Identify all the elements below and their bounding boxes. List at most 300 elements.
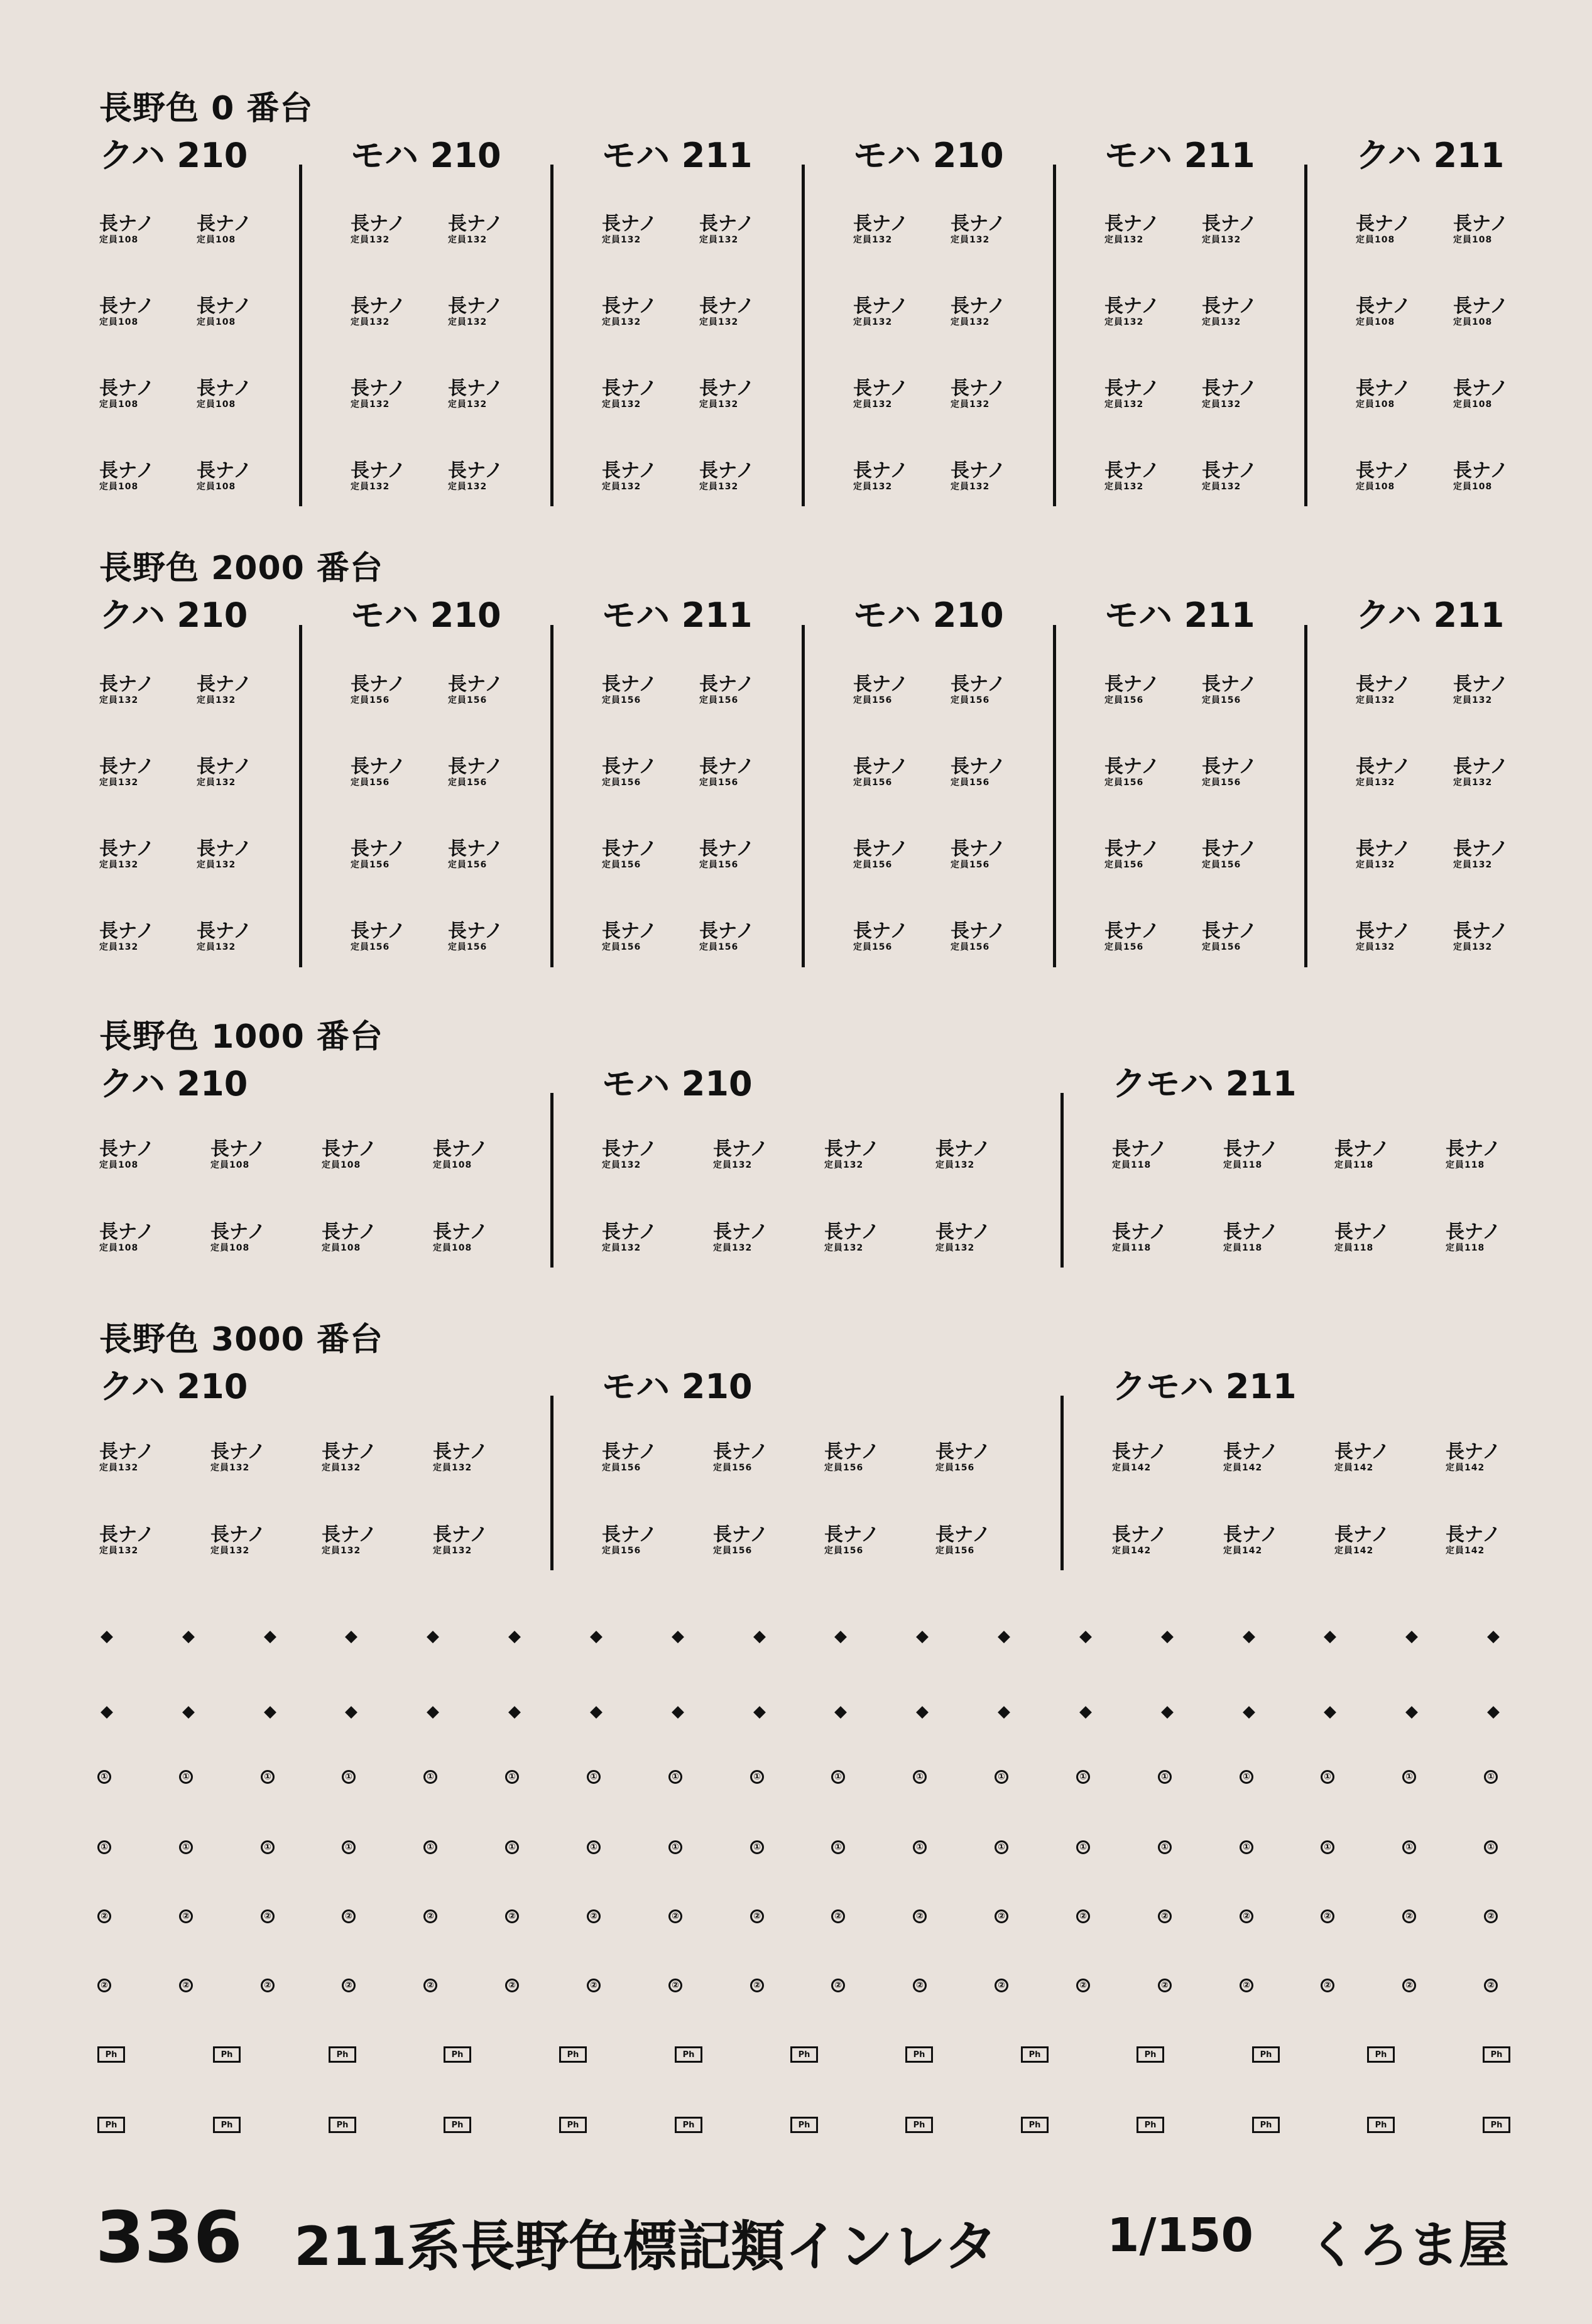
plate-depot-label: 長ナノ xyxy=(602,213,657,235)
plate-depot-label: 長ナノ xyxy=(951,460,1006,482)
plate-capacity-label: 定員132 xyxy=(1104,482,1144,492)
plate-capacity-label: 定員132 xyxy=(951,235,990,245)
ph-box-mark: Ph xyxy=(675,2117,702,2133)
ph-box-mark: Ph xyxy=(444,2117,471,2133)
capacity-plate-decal xyxy=(699,297,762,335)
plate-capacity-label: 定員132 xyxy=(951,482,990,492)
column-divider xyxy=(1060,1396,1064,1570)
capacity-plate-decal xyxy=(602,462,665,499)
plate-capacity-label: 定員132 xyxy=(699,399,739,410)
plate-depot-label: 長ナノ xyxy=(322,1138,377,1160)
capacity-plate-decal xyxy=(99,675,162,713)
plate-depot-label: 長ナノ xyxy=(448,838,503,860)
diamond-mark: ◆ xyxy=(345,1627,357,1646)
capacity-plate-decal xyxy=(853,840,916,877)
capacity-plate-decal xyxy=(197,675,259,713)
plate-capacity-label: 定員132 xyxy=(197,942,236,952)
capacity-plate-decal xyxy=(1202,215,1265,252)
plate-depot-label: 長ナノ xyxy=(99,213,155,235)
capacity-plate-decal xyxy=(351,379,413,417)
ph-box-mark: Ph xyxy=(905,2046,933,2063)
diamond-mark: ◆ xyxy=(998,1627,1010,1646)
plate-depot-label: 長ナノ xyxy=(713,1138,768,1160)
circled-number-mark: ② xyxy=(261,1979,275,1992)
circled-number-mark: ① xyxy=(913,1770,927,1784)
plate-capacity-label: 定員142 xyxy=(1223,1546,1263,1556)
plate-capacity-label: 定員108 xyxy=(1356,235,1395,245)
plate-capacity-label: 定員142 xyxy=(1223,1463,1263,1473)
capacity-plate-decal xyxy=(1446,1526,1508,1563)
plate-depot-label: 長ナノ xyxy=(351,213,406,235)
circled-number-mark: ① xyxy=(750,1840,764,1854)
column-divider xyxy=(1304,165,1307,506)
circled-number-mark: ② xyxy=(179,1909,193,1923)
plate-capacity-label: 定員156 xyxy=(853,860,893,870)
plate-depot-label: 長ナノ xyxy=(1104,756,1160,778)
capacity-plate-decal xyxy=(1453,922,1516,960)
car-title: クモハ 211 xyxy=(1112,1367,1297,1406)
plate-depot-label: 長ナノ xyxy=(99,756,155,778)
capacity-plate-decal xyxy=(433,1443,496,1480)
capacity-plate-decal xyxy=(1202,922,1265,960)
capacity-plate-decal xyxy=(602,1443,665,1480)
capacity-plate-decal xyxy=(210,1223,273,1261)
capacity-plate-decal xyxy=(935,1140,998,1178)
capacity-plate-decal xyxy=(448,215,511,252)
circled-number-mark: ② xyxy=(587,1979,601,1992)
plate-depot-label: 長ナノ xyxy=(1202,460,1257,482)
ph-box-mark: Ph xyxy=(1367,2046,1395,2063)
plate-depot-label: 長ナノ xyxy=(322,1221,377,1243)
capacity-plate-decal xyxy=(99,379,162,417)
circled-number-mark: ② xyxy=(261,1909,275,1923)
plate-capacity-label: 定員132 xyxy=(1356,778,1395,788)
plate-capacity-label: 定員156 xyxy=(935,1546,975,1556)
plate-capacity-label: 定員132 xyxy=(99,778,139,788)
car-title: モハ 210 xyxy=(351,595,501,635)
plate-capacity-label: 定員132 xyxy=(713,1160,753,1170)
plate-depot-label: 長ナノ xyxy=(1334,1524,1390,1546)
plate-capacity-label: 定員132 xyxy=(322,1546,361,1556)
plate-depot-label: 長ナノ xyxy=(197,838,252,860)
car-title: モハ 211 xyxy=(1104,595,1255,635)
diamond-mark: ◆ xyxy=(1487,1627,1500,1646)
circled-number-mark: ① xyxy=(505,1770,519,1784)
plate-depot-label: 長ナノ xyxy=(824,1524,880,1546)
plate-capacity-label: 定員132 xyxy=(99,1546,139,1556)
plate-depot-label: 長ナノ xyxy=(1453,838,1508,860)
plate-depot-label: 長ナノ xyxy=(951,295,1006,317)
plate-depot-label: 長ナノ xyxy=(1202,295,1257,317)
plate-capacity-label: 定員132 xyxy=(351,235,390,245)
plate-capacity-label: 定員142 xyxy=(1446,1463,1485,1473)
plate-capacity-label: 定員108 xyxy=(99,317,139,327)
capacity-plate-decal xyxy=(1223,1223,1286,1261)
capacity-plate-decal xyxy=(602,757,665,795)
capacity-plate-decal xyxy=(351,757,413,795)
car-title: モハ 211 xyxy=(602,136,753,175)
circled-number-mark: ② xyxy=(179,1979,193,1992)
capacity-plate-decal xyxy=(99,297,162,335)
plate-capacity-label: 定員132 xyxy=(1202,399,1241,410)
plate-depot-label: 長ナノ xyxy=(210,1138,266,1160)
plate-depot-label: 長ナノ xyxy=(1223,1441,1279,1463)
plate-capacity-label: 定員156 xyxy=(824,1546,864,1556)
capacity-plate-decal xyxy=(951,215,1013,252)
diamond-mark: ◆ xyxy=(345,1702,357,1721)
circled-number-mark: ② xyxy=(1076,1979,1090,1992)
circled-number-mark: ① xyxy=(750,1770,764,1784)
capacity-plate-decal xyxy=(935,1223,998,1261)
capacity-plate-decal xyxy=(853,462,916,499)
plate-capacity-label: 定員132 xyxy=(210,1463,250,1473)
capacity-plate-decal xyxy=(1356,462,1419,499)
circled-number-mark: ② xyxy=(423,1979,437,1992)
plate-capacity-label: 定員132 xyxy=(197,778,236,788)
plate-capacity-label: 定員132 xyxy=(448,235,488,245)
plate-depot-label: 長ナノ xyxy=(197,377,252,399)
plate-depot-label: 長ナノ xyxy=(1104,377,1160,399)
capacity-plate-decal xyxy=(1453,297,1516,335)
diamond-mark: ◆ xyxy=(1243,1627,1255,1646)
plate-capacity-label: 定員108 xyxy=(322,1160,361,1170)
circled-number-mark: ② xyxy=(750,1909,764,1923)
circled-number-mark: ② xyxy=(1076,1909,1090,1923)
diamond-mark: ◆ xyxy=(834,1702,847,1721)
plate-depot-label: 長ナノ xyxy=(1453,295,1508,317)
plate-depot-label: 長ナノ xyxy=(197,460,252,482)
ph-box-mark: Ph xyxy=(329,2117,356,2133)
circled-number-mark: ① xyxy=(1076,1840,1090,1854)
capacity-plate-decal xyxy=(210,1526,273,1563)
capacity-plate-decal xyxy=(853,922,916,960)
capacity-plate-decal xyxy=(713,1526,776,1563)
plate-capacity-label: 定員132 xyxy=(1104,235,1144,245)
capacity-plate-decal xyxy=(1334,1443,1397,1480)
circled-number-mark: ② xyxy=(1240,1909,1253,1923)
capacity-plate-decal xyxy=(1112,1223,1175,1261)
diamond-mark: ◆ xyxy=(427,1702,439,1721)
ph-box-mark: Ph xyxy=(213,2117,241,2133)
column-divider xyxy=(550,1396,553,1570)
circled-number-mark: ① xyxy=(97,1770,111,1784)
circled-number-mark: ① xyxy=(97,1840,111,1854)
capacity-plate-decal xyxy=(1223,1526,1286,1563)
diamond-mark: ◆ xyxy=(182,1702,195,1721)
capacity-plate-decal xyxy=(99,215,162,252)
plate-depot-label: 長ナノ xyxy=(99,673,155,695)
plate-capacity-label: 定員132 xyxy=(853,317,893,327)
capacity-plate-decal xyxy=(1356,215,1419,252)
capacity-plate-decal xyxy=(713,1140,776,1178)
plate-capacity-label: 定員156 xyxy=(448,778,488,788)
capacity-plate-decal xyxy=(699,379,762,417)
capacity-plate-decal xyxy=(602,840,665,877)
circled-number-mark: ② xyxy=(1321,1909,1334,1923)
capacity-plate-decal xyxy=(1453,462,1516,499)
capacity-plate-decal xyxy=(1453,757,1516,795)
circled-number-mark: ① xyxy=(668,1770,682,1784)
plate-depot-label: 長ナノ xyxy=(1453,213,1508,235)
plate-depot-label: 長ナノ xyxy=(433,1138,488,1160)
car-title: モハ 210 xyxy=(602,1367,753,1406)
capacity-plate-decal xyxy=(1453,215,1516,252)
plate-capacity-label: 定員132 xyxy=(99,860,139,870)
ph-box-mark: Ph xyxy=(1483,2046,1510,2063)
diamond-mark: ◆ xyxy=(1161,1627,1174,1646)
plate-capacity-label: 定員156 xyxy=(351,942,390,952)
capacity-plate-decal xyxy=(210,1443,273,1480)
diamond-mark: ◆ xyxy=(672,1627,684,1646)
plate-capacity-label: 定員108 xyxy=(197,317,236,327)
plate-capacity-label: 定員132 xyxy=(1202,235,1241,245)
plate-capacity-label: 定員108 xyxy=(433,1160,472,1170)
car-title: クモハ 211 xyxy=(1112,1064,1297,1104)
plate-depot-label: 長ナノ xyxy=(1104,295,1160,317)
plate-capacity-label: 定員132 xyxy=(951,399,990,410)
capacity-plate-decal xyxy=(1104,462,1167,499)
plate-capacity-label: 定員108 xyxy=(99,482,139,492)
circled-number-mark: ② xyxy=(1402,1979,1416,1992)
capacity-plate-decal xyxy=(1104,922,1167,960)
capacity-plate-decal xyxy=(1202,297,1265,335)
plate-depot-label: 長ナノ xyxy=(853,213,908,235)
capacity-plate-decal xyxy=(853,379,916,417)
capacity-plate-decal xyxy=(1356,297,1419,335)
plate-depot-label: 長ナノ xyxy=(99,460,155,482)
capacity-plate-decal xyxy=(602,1526,665,1563)
diamond-mark: ◆ xyxy=(264,1627,276,1646)
plate-capacity-label: 定員132 xyxy=(602,482,641,492)
capacity-plate-decal xyxy=(1112,1526,1175,1563)
car-title: クハ 210 xyxy=(99,136,248,175)
section-title: 長野色 2000 番台 xyxy=(99,550,383,587)
plate-capacity-label: 定員156 xyxy=(713,1463,753,1473)
plate-capacity-label: 定員132 xyxy=(351,399,390,410)
circled-number-mark: ② xyxy=(97,1909,111,1923)
circled-number-mark: ① xyxy=(342,1840,356,1854)
plate-depot-label: 長ナノ xyxy=(99,920,155,942)
plate-depot-label: 長ナノ xyxy=(433,1221,488,1243)
plate-capacity-label: 定員132 xyxy=(210,1546,250,1556)
plate-depot-label: 長ナノ xyxy=(99,377,155,399)
plate-depot-label: 長ナノ xyxy=(197,213,252,235)
capacity-plate-decal xyxy=(1334,1140,1397,1178)
capacity-plate-decal xyxy=(1356,922,1419,960)
capacity-plate-decal xyxy=(1202,840,1265,877)
capacity-plate-decal xyxy=(433,1223,496,1261)
circled-number-mark: ① xyxy=(995,1840,1008,1854)
circled-number-mark: ① xyxy=(995,1770,1008,1784)
ph-box-mark: Ph xyxy=(1252,2117,1280,2133)
plate-depot-label: 長ナノ xyxy=(197,673,252,695)
plate-capacity-label: 定員156 xyxy=(602,1463,641,1473)
plate-depot-label: 長ナノ xyxy=(824,1138,880,1160)
product-number: 336 xyxy=(95,2197,243,2279)
capacity-plate-decal xyxy=(99,1443,162,1480)
capacity-plate-decal xyxy=(951,379,1013,417)
plate-depot-label: 長ナノ xyxy=(935,1524,991,1546)
plate-depot-label: 長ナノ xyxy=(1112,1138,1167,1160)
capacity-plate-decal xyxy=(935,1443,998,1480)
circled-number-mark: ② xyxy=(1240,1979,1253,1992)
circled-number-mark: ① xyxy=(1076,1770,1090,1784)
plate-depot-label: 長ナノ xyxy=(351,756,406,778)
capacity-plate-decal xyxy=(99,1526,162,1563)
plate-depot-label: 長ナノ xyxy=(1453,756,1508,778)
circled-number-mark: ② xyxy=(1158,1909,1172,1923)
circled-number-mark: ② xyxy=(668,1909,682,1923)
plate-depot-label: 長ナノ xyxy=(713,1524,768,1546)
capacity-plate-decal xyxy=(322,1223,384,1261)
plate-depot-label: 長ナノ xyxy=(1112,1441,1167,1463)
ph-box-mark: Ph xyxy=(1137,2046,1164,2063)
plate-depot-label: 長ナノ xyxy=(602,673,657,695)
circled-number-mark: ② xyxy=(831,1909,845,1923)
diamond-mark: ◆ xyxy=(264,1702,276,1721)
ph-box-mark: Ph xyxy=(97,2117,125,2133)
plate-capacity-label: 定員132 xyxy=(448,317,488,327)
capacity-plate-decal xyxy=(197,462,259,499)
plate-depot-label: 長ナノ xyxy=(935,1221,991,1243)
plate-capacity-label: 定員132 xyxy=(1453,695,1493,705)
plate-depot-label: 長ナノ xyxy=(1202,377,1257,399)
plate-depot-label: 長ナノ xyxy=(602,756,657,778)
circled-number-mark: ① xyxy=(261,1840,275,1854)
capacity-plate-decal xyxy=(197,215,259,252)
plate-capacity-label: 定員156 xyxy=(602,1546,641,1556)
car-title: クハ 210 xyxy=(99,595,248,635)
circled-number-mark: ② xyxy=(505,1979,519,1992)
plate-depot-label: 長ナノ xyxy=(699,920,755,942)
diamond-mark: ◆ xyxy=(1243,1702,1255,1721)
capacity-plate-decal xyxy=(433,1526,496,1563)
plate-capacity-label: 定員142 xyxy=(1112,1546,1152,1556)
circled-number-mark: ① xyxy=(1321,1840,1334,1854)
column-divider xyxy=(550,1093,553,1268)
ph-box-mark: Ph xyxy=(1252,2046,1280,2063)
plate-depot-label: 長ナノ xyxy=(853,673,908,695)
plate-depot-label: 長ナノ xyxy=(99,1441,155,1463)
plate-depot-label: 長ナノ xyxy=(1202,213,1257,235)
capacity-plate-decal xyxy=(1356,757,1419,795)
plate-capacity-label: 定員108 xyxy=(99,235,139,245)
plate-capacity-label: 定員132 xyxy=(433,1463,472,1473)
capacity-plate-decal xyxy=(1202,379,1265,417)
circled-number-mark: ① xyxy=(587,1770,601,1784)
capacity-plate-decal xyxy=(99,922,162,960)
plate-capacity-label: 定員118 xyxy=(1334,1243,1374,1253)
circled-number-mark: ② xyxy=(995,1909,1008,1923)
circled-number-mark: ② xyxy=(1402,1909,1416,1923)
plate-depot-label: 長ナノ xyxy=(1223,1524,1279,1546)
plate-capacity-label: 定員118 xyxy=(1334,1160,1374,1170)
plate-depot-label: 長ナノ xyxy=(699,838,755,860)
maker-name: くろま屋 xyxy=(1308,2216,1509,2274)
plate-capacity-label: 定員132 xyxy=(433,1546,472,1556)
capacity-plate-decal xyxy=(433,1140,496,1178)
plate-depot-label: 長ナノ xyxy=(602,1221,657,1243)
plate-depot-label: 長ナノ xyxy=(322,1441,377,1463)
plate-capacity-label: 定員108 xyxy=(1356,399,1395,410)
plate-depot-label: 長ナノ xyxy=(1446,1138,1501,1160)
circled-number-mark: ① xyxy=(342,1770,356,1784)
ph-box-mark: Ph xyxy=(1021,2117,1049,2133)
capacity-plate-decal xyxy=(1334,1223,1397,1261)
plate-capacity-label: 定員156 xyxy=(824,1463,864,1473)
car-title: クハ 211 xyxy=(1356,136,1505,175)
plate-capacity-label: 定員132 xyxy=(448,399,488,410)
plate-depot-label: 長ナノ xyxy=(853,295,908,317)
column-divider xyxy=(1053,165,1056,506)
diamond-mark: ◆ xyxy=(672,1702,684,1721)
circled-number-mark: ② xyxy=(913,1979,927,1992)
diamond-mark: ◆ xyxy=(1324,1702,1336,1721)
plate-capacity-label: 定員108 xyxy=(197,482,236,492)
plate-capacity-label: 定員108 xyxy=(99,1243,139,1253)
plate-capacity-label: 定員132 xyxy=(1453,942,1493,952)
plate-capacity-label: 定員156 xyxy=(448,942,488,952)
ph-box-mark: Ph xyxy=(213,2046,241,2063)
plate-depot-label: 長ナノ xyxy=(602,1441,657,1463)
capacity-plate-decal xyxy=(824,1443,887,1480)
plate-capacity-label: 定員132 xyxy=(824,1160,864,1170)
circled-number-mark: ② xyxy=(995,1979,1008,1992)
plate-capacity-label: 定員142 xyxy=(1446,1546,1485,1556)
ph-box-mark: Ph xyxy=(559,2117,587,2133)
capacity-plate-decal xyxy=(351,922,413,960)
circled-number-mark: ① xyxy=(179,1840,193,1854)
capacity-plate-decal xyxy=(1104,757,1167,795)
capacity-plate-decal xyxy=(1356,379,1419,417)
capacity-plate-decal xyxy=(99,1223,162,1261)
ph-box-mark: Ph xyxy=(675,2046,702,2063)
capacity-plate-decal xyxy=(602,379,665,417)
circled-number-mark: ① xyxy=(831,1840,845,1854)
plate-depot-label: 長ナノ xyxy=(433,1441,488,1463)
circled-number-mark: ① xyxy=(668,1840,682,1854)
ph-box-mark: Ph xyxy=(790,2046,818,2063)
plate-capacity-label: 定員132 xyxy=(602,1160,641,1170)
circled-number-mark: ② xyxy=(913,1909,927,1923)
plate-capacity-label: 定員156 xyxy=(951,942,990,952)
car-title: モハ 211 xyxy=(602,595,753,635)
plate-capacity-label: 定員108 xyxy=(210,1160,250,1170)
plate-depot-label: 長ナノ xyxy=(713,1441,768,1463)
car-title: モハ 210 xyxy=(351,136,501,175)
plate-depot-label: 長ナノ xyxy=(602,377,657,399)
capacity-plate-decal xyxy=(1334,1526,1397,1563)
plate-depot-label: 長ナノ xyxy=(351,460,406,482)
plate-capacity-label: 定員156 xyxy=(699,942,739,952)
circled-number-mark: ② xyxy=(423,1909,437,1923)
plate-capacity-label: 定員108 xyxy=(1453,317,1493,327)
capacity-plate-decal xyxy=(713,1223,776,1261)
plate-depot-label: 長ナノ xyxy=(351,295,406,317)
car-title: モハ 211 xyxy=(1104,136,1255,175)
plate-capacity-label: 定員108 xyxy=(1356,482,1395,492)
capacity-plate-decal xyxy=(699,675,762,713)
plate-depot-label: 長ナノ xyxy=(602,460,657,482)
plate-capacity-label: 定員118 xyxy=(1112,1243,1152,1253)
diamond-mark: ◆ xyxy=(590,1627,602,1646)
capacity-plate-decal xyxy=(951,462,1013,499)
ph-box-mark: Ph xyxy=(1137,2117,1164,2133)
car-title: クハ 211 xyxy=(1356,595,1505,635)
plate-capacity-label: 定員118 xyxy=(1446,1160,1485,1170)
plate-capacity-label: 定員132 xyxy=(951,317,990,327)
capacity-plate-decal xyxy=(197,379,259,417)
